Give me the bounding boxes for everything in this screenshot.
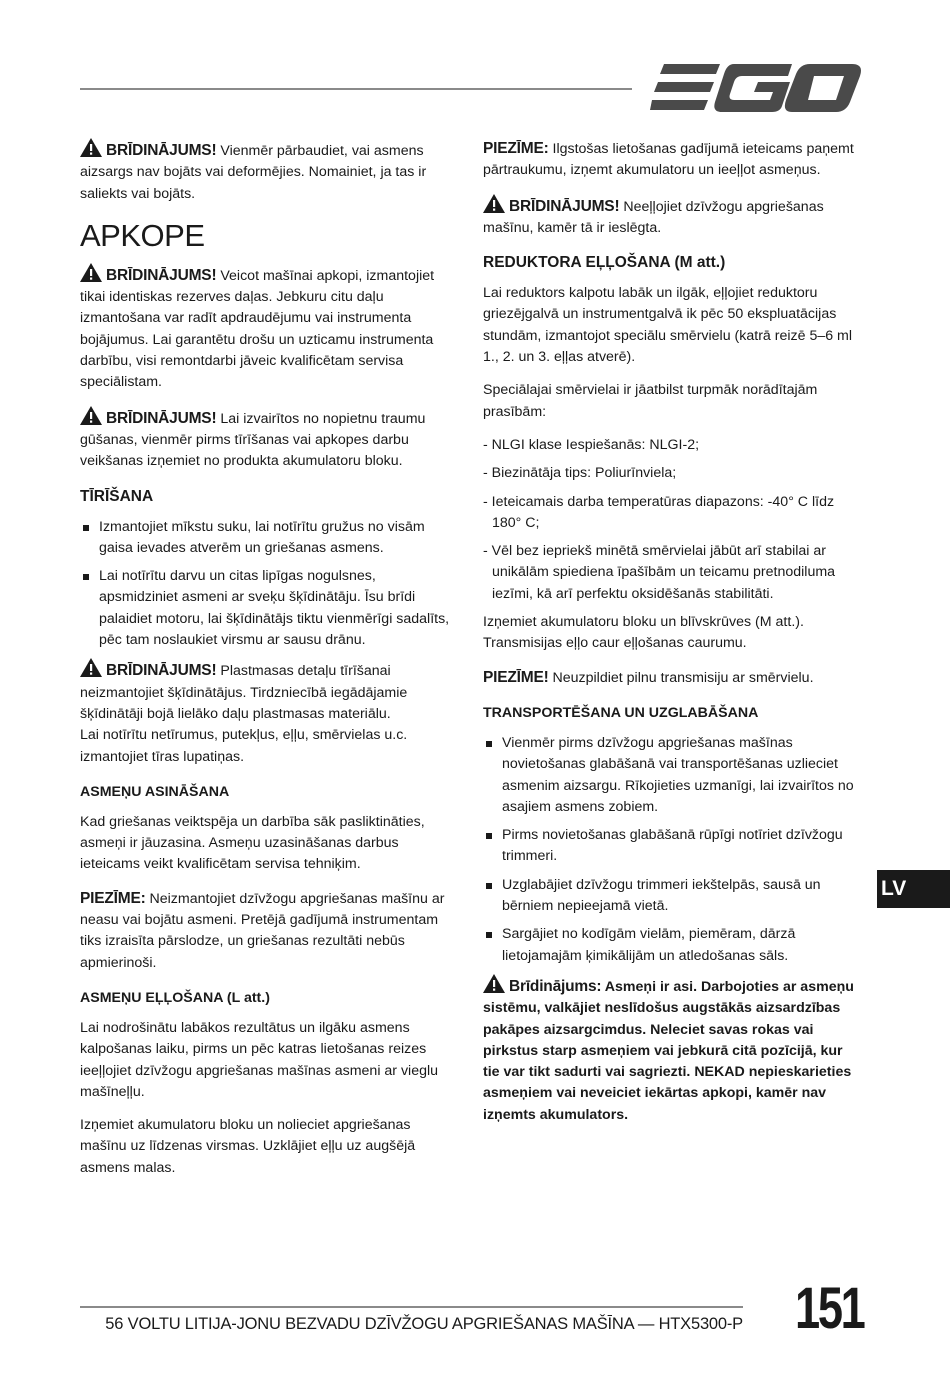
note-text: Neuzpildiet pilnu transmisiju ar smērvielu. <box>548 669 814 686</box>
warning-text: Lai izvairītos no nopietnu traumu gūšanas, vienmēr pirms tīrīšanas vai apkopes darbu veikšanas izņemiet no produkta akumulatoru bloku. <box>80 410 426 470</box>
list-item: - Ieteicamais darba temperatūras diapazons: -40° C līdz 180° C; <box>483 493 835 531</box>
sharpen-heading: ASMEŅU ASINĀŠANA <box>80 783 230 800</box>
list-item: Vienmēr pirms dzīvžogu apgriešanas mašīnas novietošanas glabāšanā vai transportēšanas uzlieciet asmenim aizsargu. Rīkojieties uzmanīgi, lai izvairītos no asajiem asmens zobiem. <box>483 733 863 818</box>
warning-icon <box>80 263 102 282</box>
list-item: - NLGI klase Iespiešanās: NLGI-2; <box>483 436 700 453</box>
list-item: Pirms novietošanas glabāšanā rūpīgi notīriet dzīvžogu trimmeri. <box>483 825 863 868</box>
transport-list <box>483 733 863 967</box>
warning-text: Plastmasas detaļu tīrīšanai neizmantojiet šķīdinātājus. Tirdzniecībā iegādājamie šķīdinātāji bojā lielāko daļu plastmasas materiālu. <box>80 663 408 722</box>
left-column <box>80 138 455 1191</box>
note-text: Neizmantojiet dzīvžogu apgriešanas mašīnu ar neasu vai bojātu asmeni. Pretējā gadījumā instrumentam tiks izraisīta pārslodze, un griešanas rezultāti nebūs apmierinoši. <box>80 890 445 971</box>
ego-logo <box>650 62 862 114</box>
warning-sharp-blades <box>483 974 863 1126</box>
note-label: PIEZĪME: <box>80 889 146 907</box>
gear-heading: REDUKTORA EĻĻOŠANA (M att.) <box>483 254 726 272</box>
list-item: Lai notīrītu darvu un citas lipīgas nogulsnes, apsmidziniet asmeni ar sveķu šķīdinātāju. Īsu brīdi palaidiet motoru, lai šķīdinātājs tiktu vienmērīgi sadalīts, pēc tam noslaukiet virsmu ar sausu drānu. <box>80 566 455 651</box>
list-item: - Vēl bez iepriekš minētā smērvielai jābūt arī stabilai ar unikālām spiediena īpašībām un teicamu pretnodiluma iezīmi, kā arī perfektu oksidēšanās stabilitāti. <box>483 543 836 602</box>
header-rule <box>80 88 632 90</box>
warning-icon <box>80 406 102 425</box>
note-dull-blade <box>80 888 455 974</box>
warning-label: BRĪDINĀJUMS! <box>509 197 620 215</box>
warning-text: Veicot mašīnai apkopi, izmantojiet tikai identiskas rezerves daļas. Jebkuru citu daļu izmantošana var radīt apdraudējumu vai instrumenta bojājumus. Lai garantētu drošu un uzticamu instrumenta darbību, visi remontdarbi jāveic kvalificētam servisa speciālistam. <box>80 267 435 391</box>
gear-text-3: Izņemiet akumulatoru bloku un blīvskrūves (M att.). Transmisijas eļļo caur eļļošanas caurumu. <box>483 614 804 652</box>
note-label: PIEZĪME! <box>483 668 549 686</box>
warning-text: Vienmēr pārbaudiet, vai asmens aizsargs nav bojāts vai deformējies. Nomainiet, ja tas ir saliekts vai bojāts. <box>80 143 427 202</box>
list-item: Sargājiet no kodīgām vielām, piemēram, dārzā lietojamajām ķimikālijām un atledošanas sāls. <box>483 924 863 967</box>
footer-rule <box>80 1306 743 1308</box>
footer-title: 56 VOLTU LITIJA-JONU BEZVADU DZĪVŽOGU APGRIEŠANAS MAŠĪNA — HTX5300-P <box>105 1315 743 1333</box>
warning-text: Asmeņi ir asi. Darbojoties ar asmeņu sistēmu, valkājiet neslīdošus augstākās aizsardzības pakāpes aizsargcimdus. Neleciet savas rokas vai pirkstus starp asmeņiem vai jebkurā citā pozīcijā, kur tie var tikt sadurti vai sagriezti. NEKAD nepieskarieties asmeņiem vai neveiciet iekārtas apkopi, kamēr nav izņemts akumulators. <box>483 978 854 1123</box>
warning-no-oil-running <box>483 194 863 240</box>
warning-icon <box>80 658 102 677</box>
section-title: APKOPE <box>80 217 205 253</box>
cleaning-list <box>80 517 455 652</box>
right-column <box>483 138 863 1138</box>
warning-icon <box>483 974 505 993</box>
warning-icon <box>80 138 102 157</box>
list-item: Uzglabājiet dzīvžogu trimmeri iekštelpās, sausā un bērniem nepieejamā vietā. <box>483 875 863 918</box>
gear-text-2: Speciālajai smērvielai ir jāatbilst turpmāk norādītajām prasībām: <box>483 382 818 420</box>
language-tab-label: LV <box>881 877 907 900</box>
note-label: PIEZĪME: <box>483 140 549 157</box>
warning-label: BRĪDINĀJUMS! <box>106 142 217 159</box>
warning-spare-parts <box>80 263 455 394</box>
warning-text-extra: Lai notīrītu netīrumus, putekļus, eļļu, smērvielas u.c. izmantojiet tīras lupatiņas. <box>80 727 408 765</box>
note-no-overfill <box>483 667 863 689</box>
warning-label: BRĪDINĀJUMS! <box>106 266 217 284</box>
language-tab <box>877 870 950 908</box>
warning-label: BRĪDINĀJUMS! <box>106 409 217 427</box>
list-item: - Biezinātāja tips: Poliurīnviela; <box>483 465 677 482</box>
oil-text-1: Lai nodrošinātu labākos rezultātus un ilgāku asmens kalpošanas laiku, pirms un pēc katras lietošanas reizes ieeļļojiet dzīvžogu apgriešanas mašīnas asmeni ar vieglu mašīneļļu. <box>80 1019 439 1100</box>
cleaning-heading: TĪRĪŠANA <box>80 487 154 505</box>
gear-text-1: Lai reduktors kalpotu labāk un ilgāk, eļļojiet reduktoru griezējgalvā un instrumentgalvā ik pēc 50 ekspluatācijas stundām, izmantojot speciālu smērvielu (katrā reizē 5–6 ml 1., 2. un 3. eļļas atverē). <box>483 285 853 366</box>
note-text: Ilgstošas lietošanas gadījumā ieteicams paņemt pārtraukumu, izņemt akumulatoru un ieeļļot asmeņus. <box>483 141 854 179</box>
note-break <box>483 138 863 182</box>
warning-remove-battery <box>80 406 455 473</box>
sharpen-text: Kad griešanas veiktspēja un darbība sāk pasliktināties, asmeņi ir jāuzasina. Asmeņu uzasināšanas darbus ieteicams veikt kvalificētam servisa tehniķim. <box>80 813 425 873</box>
warning-label: BRĪDINĀJUMS! <box>106 662 217 680</box>
grease-requirements-list <box>483 435 863 605</box>
warning-blade-guard <box>80 138 455 205</box>
oil-heading: ASMEŅU EĻĻOŠANA (L att.) <box>80 989 270 1006</box>
transport-heading: TRANSPORTĒŠANA UN UZGLABĀŠANA <box>483 704 759 721</box>
oil-text-2: Izņemiet akumulatoru bloku un nolieciet apgriešanas mašīnu uz līdzenas virsmas. Uzklājiet eļļu uz augšējā asmens malas. <box>80 1117 416 1176</box>
warning-text: Neeļļojiet dzīvžogu apgriešanas mašīnu, kamēr tā ir ieslēgta. <box>483 198 824 236</box>
list-item: Izmantojiet mīkstu suku, lai notīrītu gružus no visām gaisa ievades atverēm un griešanas asmens. <box>80 517 455 560</box>
warning-icon <box>483 194 505 213</box>
warning-plastic-cleaning <box>80 658 455 767</box>
page-number: 151 <box>795 1276 864 1341</box>
warning-label: Brīdinājums: <box>509 977 602 995</box>
